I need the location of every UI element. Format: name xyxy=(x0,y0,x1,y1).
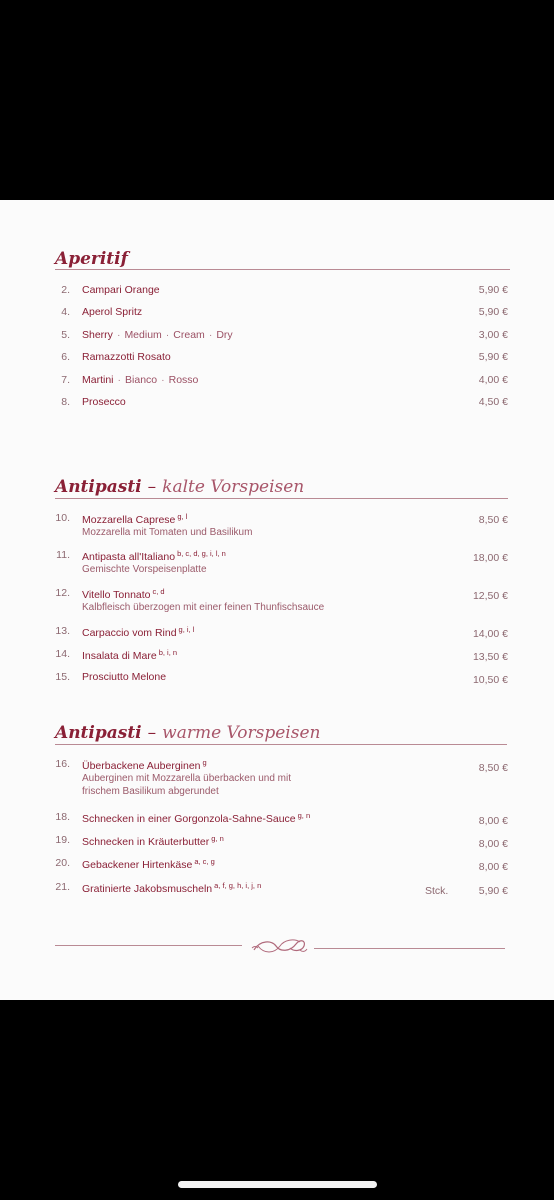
item-name: Campari Orange xyxy=(82,284,160,296)
item-unit: Stck. xyxy=(425,885,449,897)
separator-dot: · xyxy=(165,329,170,341)
item-name: Prosecco xyxy=(82,396,126,408)
item-price: 4,00 € xyxy=(478,374,508,386)
item-variant: Medium xyxy=(124,329,162,341)
item-number: 10. xyxy=(55,512,70,524)
item-name xyxy=(82,587,165,601)
section-title-aperitif xyxy=(55,249,128,269)
allergen-codes: a, f, g, h, i, j, n xyxy=(214,881,262,890)
item-number: 4. xyxy=(61,306,70,318)
item-name-text: Mozzarella Caprese xyxy=(82,514,176,526)
item-name: Ramazzotti Rosato xyxy=(82,351,171,363)
item-name xyxy=(82,512,187,526)
section-title-main: Antipasti xyxy=(55,723,142,743)
item-number: 19. xyxy=(55,834,70,846)
item-price: 3,00 € xyxy=(478,329,508,341)
item-variant: Rosso xyxy=(168,374,199,386)
section-divider xyxy=(55,744,507,745)
item-name: Aperol Spritz xyxy=(82,306,143,318)
item-price: 5,90 € xyxy=(478,885,508,897)
section-title-warme xyxy=(55,723,320,743)
section-title-sub: warme Vorspeisen xyxy=(162,723,321,743)
footer-divider-left xyxy=(55,945,242,946)
item-price: 4,50 € xyxy=(478,396,508,408)
item-description: Auberginen mit Mozzarella überbacken und mit xyxy=(82,773,291,784)
menu-page xyxy=(0,200,554,1000)
item-price: 5,90 € xyxy=(478,284,508,296)
item-name-text: Antipasta all'Italiano xyxy=(82,551,176,563)
section-title-dash: – xyxy=(147,477,157,497)
item-price: 8,00 € xyxy=(478,815,508,827)
item-name: Prosciutto Melone xyxy=(82,671,167,683)
item-number: 13. xyxy=(55,625,70,637)
item-price: 8,00 € xyxy=(478,861,508,873)
item-name xyxy=(82,834,224,848)
item-variant: Cream xyxy=(173,329,205,341)
item-name-text: Schnecken in einer Gorgonzola-Sahne-Sauce xyxy=(82,813,296,825)
item-name-text: Carpaccio vom Rind xyxy=(82,627,177,639)
item-price: 8,50 € xyxy=(478,762,508,774)
item-number: 12. xyxy=(55,587,70,599)
item-price: 8,50 € xyxy=(478,514,508,526)
item-name xyxy=(82,811,310,825)
item-number: 14. xyxy=(55,648,70,660)
item-price: 13,50 € xyxy=(472,651,508,663)
item-description: Gemischte Vorspeisenplatte xyxy=(82,564,207,575)
item-name xyxy=(82,549,226,563)
item-name-text: Martini xyxy=(82,374,114,386)
allergen-codes: c, d xyxy=(152,587,165,596)
item-description: Mozzarella mit Tomaten und Basilikum xyxy=(82,527,253,538)
item-name xyxy=(82,374,198,386)
item-name-text: Insalata di Mare xyxy=(82,650,157,662)
home-indicator[interactable] xyxy=(178,1181,377,1188)
item-number: 2. xyxy=(61,284,70,296)
item-name-text: Schnecken in Kräuterbutter xyxy=(82,836,210,848)
separator-dot: · xyxy=(161,374,165,386)
section-divider xyxy=(55,498,508,499)
allergen-codes: g xyxy=(202,758,207,767)
item-number: 7. xyxy=(61,374,70,386)
item-name xyxy=(82,857,215,871)
allergen-codes: g, n xyxy=(211,834,224,843)
item-price: 12,50 € xyxy=(472,590,508,602)
item-name-text: Überbackene Auberginen xyxy=(82,760,201,772)
separator-dot: · xyxy=(116,329,121,341)
item-number: 18. xyxy=(55,811,70,823)
flourish-ornament-icon xyxy=(250,934,308,958)
allergen-codes: b, c, d, g, i, l, n xyxy=(177,549,226,558)
item-description: frischem Basilikum abgerundet xyxy=(82,786,219,797)
item-number: 20. xyxy=(55,857,70,869)
item-price: 18,00 € xyxy=(472,552,508,564)
section-title-main: Antipasti xyxy=(55,477,142,497)
item-number: 6. xyxy=(61,351,70,363)
item-price: 5,90 € xyxy=(478,306,508,318)
item-name-text: Sherry xyxy=(82,329,113,341)
allergen-codes: a, c, g xyxy=(194,857,215,866)
item-name xyxy=(82,625,194,639)
separator-dot: · xyxy=(117,374,122,386)
item-number: 21. xyxy=(55,881,70,893)
item-variant: Dry xyxy=(216,329,233,341)
section-title-main: Aperitif xyxy=(55,249,128,269)
section-title-dash: – xyxy=(147,723,157,743)
item-name-text: Vitello Tonnato xyxy=(82,589,151,601)
allergen-codes: g, n xyxy=(297,811,311,820)
item-name-text: Gebackener Hirtenkäse xyxy=(82,859,193,871)
footer-divider-right xyxy=(314,948,505,949)
item-name xyxy=(82,758,207,772)
item-number: 11. xyxy=(56,549,70,561)
section-title-sub: kalte Vorspeisen xyxy=(162,477,305,497)
allergen-codes: g, l xyxy=(177,512,188,521)
separator-dot: · xyxy=(208,329,213,341)
item-price: 10,50 € xyxy=(472,674,508,686)
section-divider xyxy=(55,269,510,270)
item-number: 8. xyxy=(61,396,70,408)
item-name xyxy=(82,648,177,662)
item-name-text: Gratinierte Jakobsmuscheln xyxy=(82,883,213,895)
item-number: 16. xyxy=(55,758,70,770)
allergen-codes: b, i, n xyxy=(158,648,178,657)
item-price: 8,00 € xyxy=(478,838,508,850)
item-variant: Bianco xyxy=(125,374,158,386)
item-price: 14,00 € xyxy=(472,628,508,640)
item-number: 15. xyxy=(55,671,70,683)
item-description: Kalbfleisch überzogen mit einer feinen Thunfischsauce xyxy=(82,602,325,613)
item-name xyxy=(82,881,261,895)
allergen-codes: g, i, l xyxy=(178,625,195,634)
item-name xyxy=(82,329,233,341)
item-price: 5,90 € xyxy=(478,351,508,363)
section-title-kalte xyxy=(55,477,304,497)
item-number: 5. xyxy=(61,329,70,341)
